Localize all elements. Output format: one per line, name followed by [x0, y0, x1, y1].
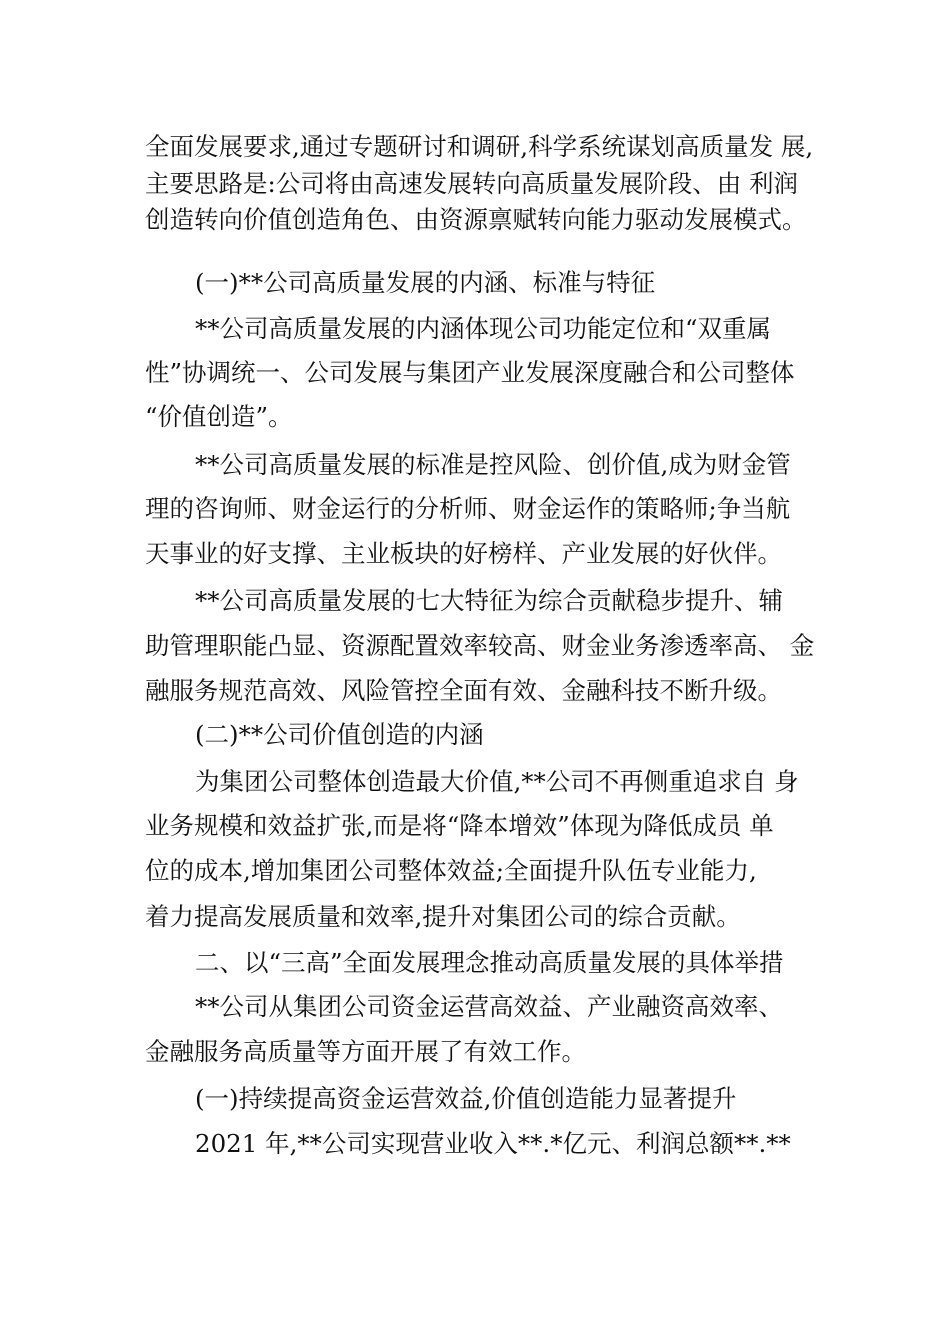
section-heading: 二、以“三高”全面发展理念推动高质量发展的具体举措 [195, 948, 784, 977]
section-heading: (一)持续提高资金运营效益,价值创造能力显著提升 [195, 1084, 737, 1113]
paragraph-line: 2021 年,**公司实现营业收入**.*亿元、利润总额**.** [195, 1129, 791, 1158]
paragraph-line: 全面发展要求,通过专题研讨和调研,科学系统谋划高质量发 展, [145, 132, 814, 161]
paragraph-line: 业务规模和效益扩张,而是将“降本增效”体现为降低成员 单 [145, 811, 774, 840]
section-heading: (一)**公司高质量发展的内涵、标准与特征 [195, 268, 656, 297]
paragraph-line: 金融服务高质量等方面开展了有效工作。 [145, 1037, 586, 1066]
paragraph-line: 理的咨询师、财金运行的分析师、财金运作的策略师;争当航 [145, 494, 791, 523]
paragraph-line: 位的成本,增加集团公司整体效益;全面提升队伍专业能力, [145, 856, 757, 885]
section-heading: (二)**公司价值创造的内涵 [195, 720, 484, 749]
paragraph-line: 主要思路是:公司将由高速发展转向高质量发展阶段、由 利润 [145, 169, 799, 198]
paragraph-line: **公司高质量发展的七大特征为综合贡献稳步提升、辅 [195, 586, 783, 615]
paragraph-line: **公司从集团公司资金运营高效益、产业融资高效率、 [195, 992, 783, 1021]
paragraph-line: **公司高质量发展的标准是控风险、创价值,成为财金管 [195, 450, 791, 479]
paragraph-line: 着力提高发展质量和效率,提升对集团公司的综合贡献。 [145, 902, 741, 931]
paragraph-line: 助管理职能凸显、资源配置效率较高、财金业务渗透率高、 金 [145, 631, 815, 660]
paragraph-line: **公司高质量发展的内涵体现公司功能定位和“双重属 [195, 314, 772, 343]
paragraph-line: 创造转向价值创造角色、由资源禀赋转向能力驱动发展模式。 [145, 205, 807, 234]
paragraph-line: 天事业的好支撑、主业板块的好榜样、产业发展的好伙伴。 [145, 539, 782, 568]
paragraph-line: “价值创造”。 [145, 402, 293, 431]
paragraph-line: 为集团公司整体创造最大价值,**公司不再侧重追求自 身 [195, 767, 799, 796]
paragraph-line: 性”协调统一、公司发展与集团产业发展深度融合和公司整体 [145, 358, 795, 387]
paragraph-line: 融服务规范高效、风险管控全面有效、金融科技不断升级。 [145, 676, 782, 705]
